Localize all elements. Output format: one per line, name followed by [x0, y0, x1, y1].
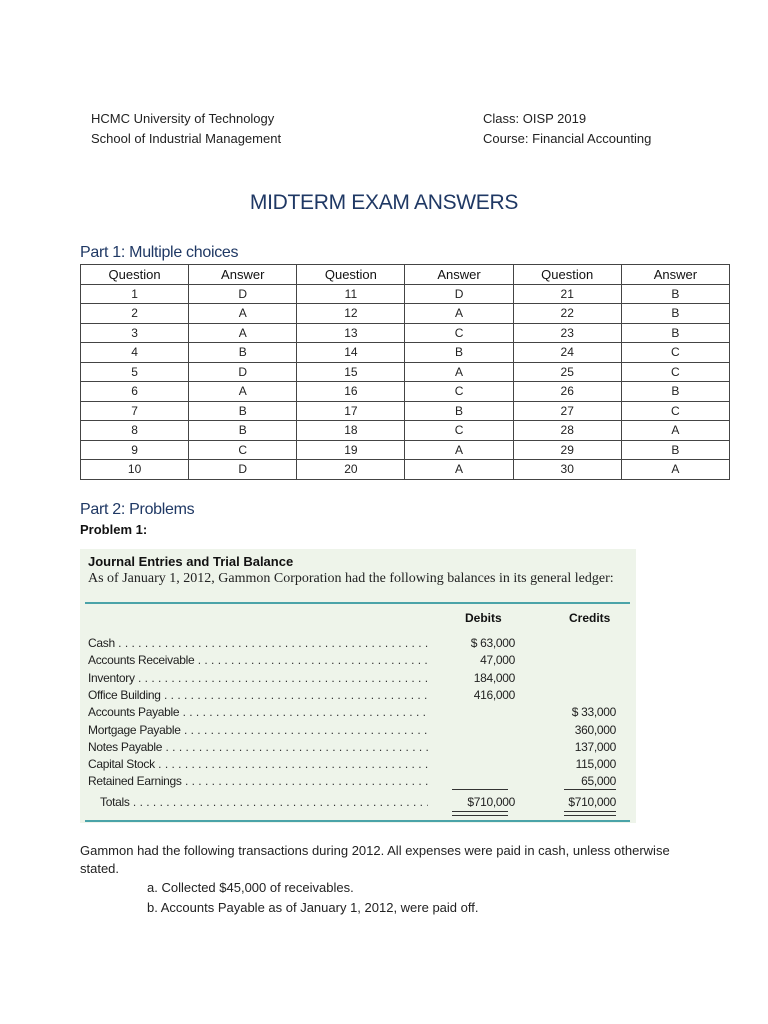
account-name: Cash . . . [88, 636, 428, 650]
ledger-row [88, 774, 618, 791]
debit-amount: 47,000 [480, 653, 515, 668]
debits-header: Debits [465, 611, 502, 625]
question-number-cell: 5 [81, 362, 189, 382]
answer-cell: B [621, 284, 729, 304]
table-row [81, 323, 730, 343]
credit-total-double-rule [564, 811, 616, 816]
transactions-intro: Gammon had the following transactions during 2012. All expenses were paid in cash, unless otherwise stated. [80, 843, 670, 876]
debit-amount: $ 63,000 [470, 636, 515, 650]
multiple-choice-table [80, 264, 730, 480]
answer-cell: A [405, 304, 513, 324]
ledger-row [88, 757, 618, 774]
transaction-item-a: a. Collected $45,000 of receivables. [147, 880, 354, 895]
credit-amount: 65,000 [581, 774, 616, 789]
column-header: Answer [621, 265, 729, 285]
question-number-cell: 28 [513, 421, 621, 441]
answer-cell: A [405, 362, 513, 382]
table-row [81, 284, 730, 304]
answer-cell: A [189, 304, 297, 324]
account-name: Accounts Payable . . . [88, 705, 428, 719]
question-number-cell: 6 [81, 382, 189, 402]
answer-cell: B [621, 323, 729, 343]
table-body [81, 284, 730, 479]
debit-subtotal-rule [452, 789, 508, 790]
question-number-cell: 27 [513, 401, 621, 421]
transaction-item-b: b. Accounts Payable as of January 1, 2012, were paid off. [147, 900, 479, 915]
credit-amount: 115,000 [575, 757, 616, 772]
question-number-cell: 2 [81, 304, 189, 324]
question-number-cell: 11 [297, 284, 405, 304]
table-row [81, 421, 730, 441]
question-number-cell: 15 [297, 362, 405, 382]
answer-cell: C [405, 323, 513, 343]
question-number-cell: 4 [81, 343, 189, 363]
answer-cell: B [189, 343, 297, 363]
class-label: Class: OISP 2019 [483, 111, 587, 126]
ledger-top-rule [85, 602, 630, 604]
totals-debit: $710,000 [467, 795, 515, 809]
ledger-row [88, 740, 618, 757]
question-number-cell: 3 [81, 323, 189, 343]
question-number-cell: 12 [297, 304, 405, 324]
question-number-cell: 22 [513, 304, 621, 324]
header-left [91, 109, 281, 149]
question-number-cell: 20 [297, 460, 405, 480]
credit-amount: 360,000 [574, 722, 616, 737]
ledger-title: Journal Entries and Trial Balance [88, 554, 294, 569]
answer-cell: A [189, 323, 297, 343]
ledger-bottom-rule [85, 820, 630, 822]
table-row [81, 382, 730, 402]
question-number-cell: 18 [297, 421, 405, 441]
table-row [81, 343, 730, 363]
ledger-description: As of January 1, 2012, Gammon Corporation had the following balances in its general ledger: [88, 571, 614, 586]
ledger-row [88, 653, 618, 670]
debit-total-double-rule [452, 811, 508, 816]
question-number-cell: 13 [297, 323, 405, 343]
answer-cell: D [189, 460, 297, 480]
column-header: Question [513, 265, 621, 285]
table-header-row [81, 265, 730, 285]
part2-heading: Part 2: Problems [80, 501, 195, 518]
answer-cell: B [621, 440, 729, 460]
debit-amount: 184,000 [473, 670, 515, 685]
answer-cell: B [405, 401, 513, 421]
table-row [81, 401, 730, 421]
totals-credit: $710,000 [568, 795, 616, 809]
ledger-row [88, 723, 618, 740]
ledger-row [88, 705, 618, 722]
debit-amount: 416,000 [473, 687, 515, 702]
column-header: Answer [405, 265, 513, 285]
ledger-panel [80, 549, 636, 823]
question-number-cell: 1 [81, 284, 189, 304]
answer-cell: C [189, 440, 297, 460]
answer-cell: C [621, 401, 729, 421]
column-header: Question [297, 265, 405, 285]
question-number-cell: 30 [513, 460, 621, 480]
question-number-cell: 25 [513, 362, 621, 382]
ledger-totals-row [88, 795, 618, 812]
table-row [81, 460, 730, 480]
answer-cell: A [189, 382, 297, 402]
answer-cell: D [405, 284, 513, 304]
question-number-cell: 10 [81, 460, 189, 480]
page-title: MIDTERM EXAM ANSWERS [249, 191, 519, 214]
answer-cell: B [621, 382, 729, 402]
answer-cell: C [405, 421, 513, 441]
answer-cell: C [405, 382, 513, 402]
question-number-cell: 26 [513, 382, 621, 402]
credit-amount: 137,000 [574, 739, 616, 754]
university-name: HCMC University of Technology [91, 111, 275, 126]
question-number-cell: 14 [297, 343, 405, 363]
question-number-cell: 17 [297, 401, 405, 421]
credit-amount: $ 33,000 [571, 705, 616, 720]
question-number-cell: 24 [513, 343, 621, 363]
column-header: Answer [189, 265, 297, 285]
course-label: Course: Financial Accounting [483, 131, 652, 146]
answer-cell: A [621, 460, 729, 480]
ledger-row [88, 671, 618, 688]
column-header: Question [81, 265, 189, 285]
account-name: Mortgage Payable . . . [88, 723, 428, 737]
question-number-cell: 23 [513, 323, 621, 343]
account-name: Capital Stock . . . [88, 757, 428, 771]
question-number-cell: 21 [513, 284, 621, 304]
answer-cell: B [621, 304, 729, 324]
credits-header: Credits [569, 611, 611, 625]
answer-cell: A [405, 440, 513, 460]
answer-cell: B [405, 343, 513, 363]
answer-cell: A [621, 421, 729, 441]
answer-cell: D [189, 284, 297, 304]
header-right [483, 109, 651, 149]
question-number-cell: 16 [297, 382, 405, 402]
table-row [81, 362, 730, 382]
answer-cell: D [189, 362, 297, 382]
credit-subtotal-rule [564, 789, 616, 790]
ledger-row [88, 636, 618, 653]
question-number-cell: 19 [297, 440, 405, 460]
question-number-cell: 29 [513, 440, 621, 460]
ledger-row [88, 688, 618, 705]
account-name: Inventory . . . [88, 671, 428, 685]
question-number-cell: 7 [81, 401, 189, 421]
account-name: Notes Payable . . . [88, 740, 428, 754]
table-row [81, 440, 730, 460]
account-name: Accounts Receivable . . . [88, 653, 428, 667]
answer-cell: B [189, 421, 297, 441]
answer-cell: B [189, 401, 297, 421]
account-name: Office Building . . . [88, 688, 428, 702]
question-number-cell: 8 [81, 421, 189, 441]
table-row [81, 304, 730, 324]
question-number-cell: 9 [81, 440, 189, 460]
problem-label: Problem 1: [80, 522, 148, 537]
answer-cell: A [405, 460, 513, 480]
answer-cell: C [621, 362, 729, 382]
school-name: School of Industrial Management [91, 131, 282, 146]
part1-heading: Part 1: Multiple choices [80, 244, 239, 261]
account-name: Retained Earnings . . . [88, 774, 428, 788]
answer-cell: C [621, 343, 729, 363]
totals-label: Totals . . . [100, 795, 428, 809]
